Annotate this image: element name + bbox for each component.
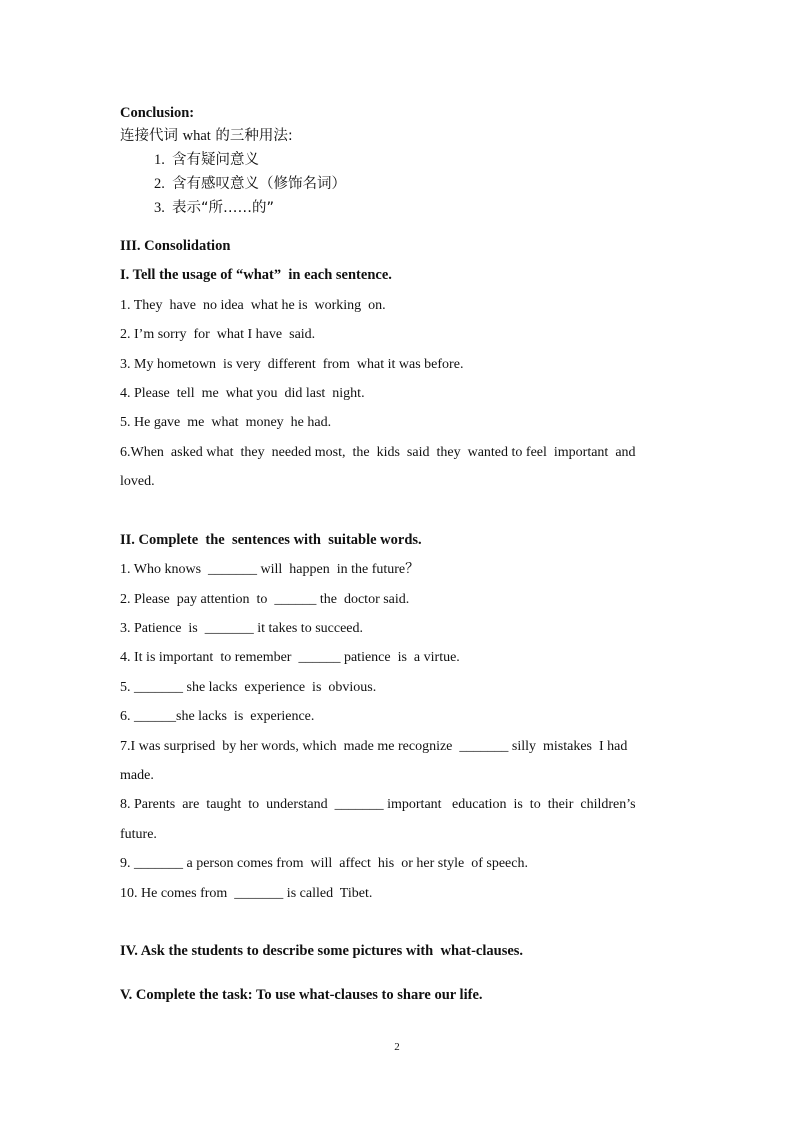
sentence-line: 5. He gave me what money he had. [120,415,332,431]
list-number: 2. [154,176,165,192]
sentence-line: loved. [120,474,155,490]
sentence-line: 3. Patience is _______ it takes to succeed. [120,621,363,637]
sentence-line: 4. It is important to remember ______ patience is a virtue. [120,650,460,666]
section5-heading: V. Complete the task: To use what-clauses to share our life. [120,986,483,1003]
consolidation-heading: III. Consolidation [120,238,231,254]
conclusion-list-item [120,196,680,220]
conclusion-intro-prefix: 连接代词 [120,128,183,144]
sentence-line: 3. My hometown is very different from what it was before. [120,356,464,372]
conclusion-list [120,148,680,220]
sentence-line: 7.I was surprised by her words, which made me recognize _______ silly mistakes I had [120,738,628,754]
conclusion-list-item [120,148,680,172]
list-number: 1. [154,152,165,168]
list-text: 含有感叹意义（修饰名词） [172,176,346,192]
sentence-line: 4. Please tell me what you did last night. [120,385,365,401]
section4-heading: IV. Ask the students to describe some pictures with what-clauses. [120,943,524,960]
document-page [120,102,680,1010]
conclusion-heading: Conclusion: [120,105,195,121]
list-text: 含有疑问意义 [172,152,259,168]
sentence-line: 2. Please pay attention to ______ the doctor said. [120,591,410,607]
sentence-line: 5. _______ she lacks experience is obvious. [120,679,377,695]
page-number: 2 [394,1041,400,1053]
part2-heading: II. Complete the sentences with suitable words. [120,531,422,548]
sentence-line: 8. Parents are taught to understand _______ important education is to their children’s [120,797,636,813]
conclusion-intro-suffix: 的三种用法: [210,128,293,144]
sentence-line: made. [120,768,154,784]
sentence-line: future. [120,826,157,842]
sentence-line: 10. He comes from _______ is called Tibet. [120,885,373,901]
conclusion-intro-word: what [182,128,211,144]
list-text: 表示“所……的” [172,200,275,216]
list-number: 3. [154,200,165,216]
sentence-line: 9. _______ a person comes from will affect his or her style of speech. [120,856,528,872]
conclusion-list-item [120,172,680,196]
sentence-line: 6. ______she lacks is experience. [120,709,315,725]
part1-heading: I. Tell the usage of “what” in each sentence. [120,267,392,284]
sentence-line: 6.When asked what they needed most, the kids said they wanted to feel important and [120,444,636,460]
sentence-line: 1. They have no idea what he is working on. [120,297,386,313]
sentence-line: 1. Who knows _______ will happen in the future？ [120,562,420,578]
sentence-line: 2. I’m sorry for what I have said. [120,327,316,343]
conclusion-intro [120,124,680,148]
